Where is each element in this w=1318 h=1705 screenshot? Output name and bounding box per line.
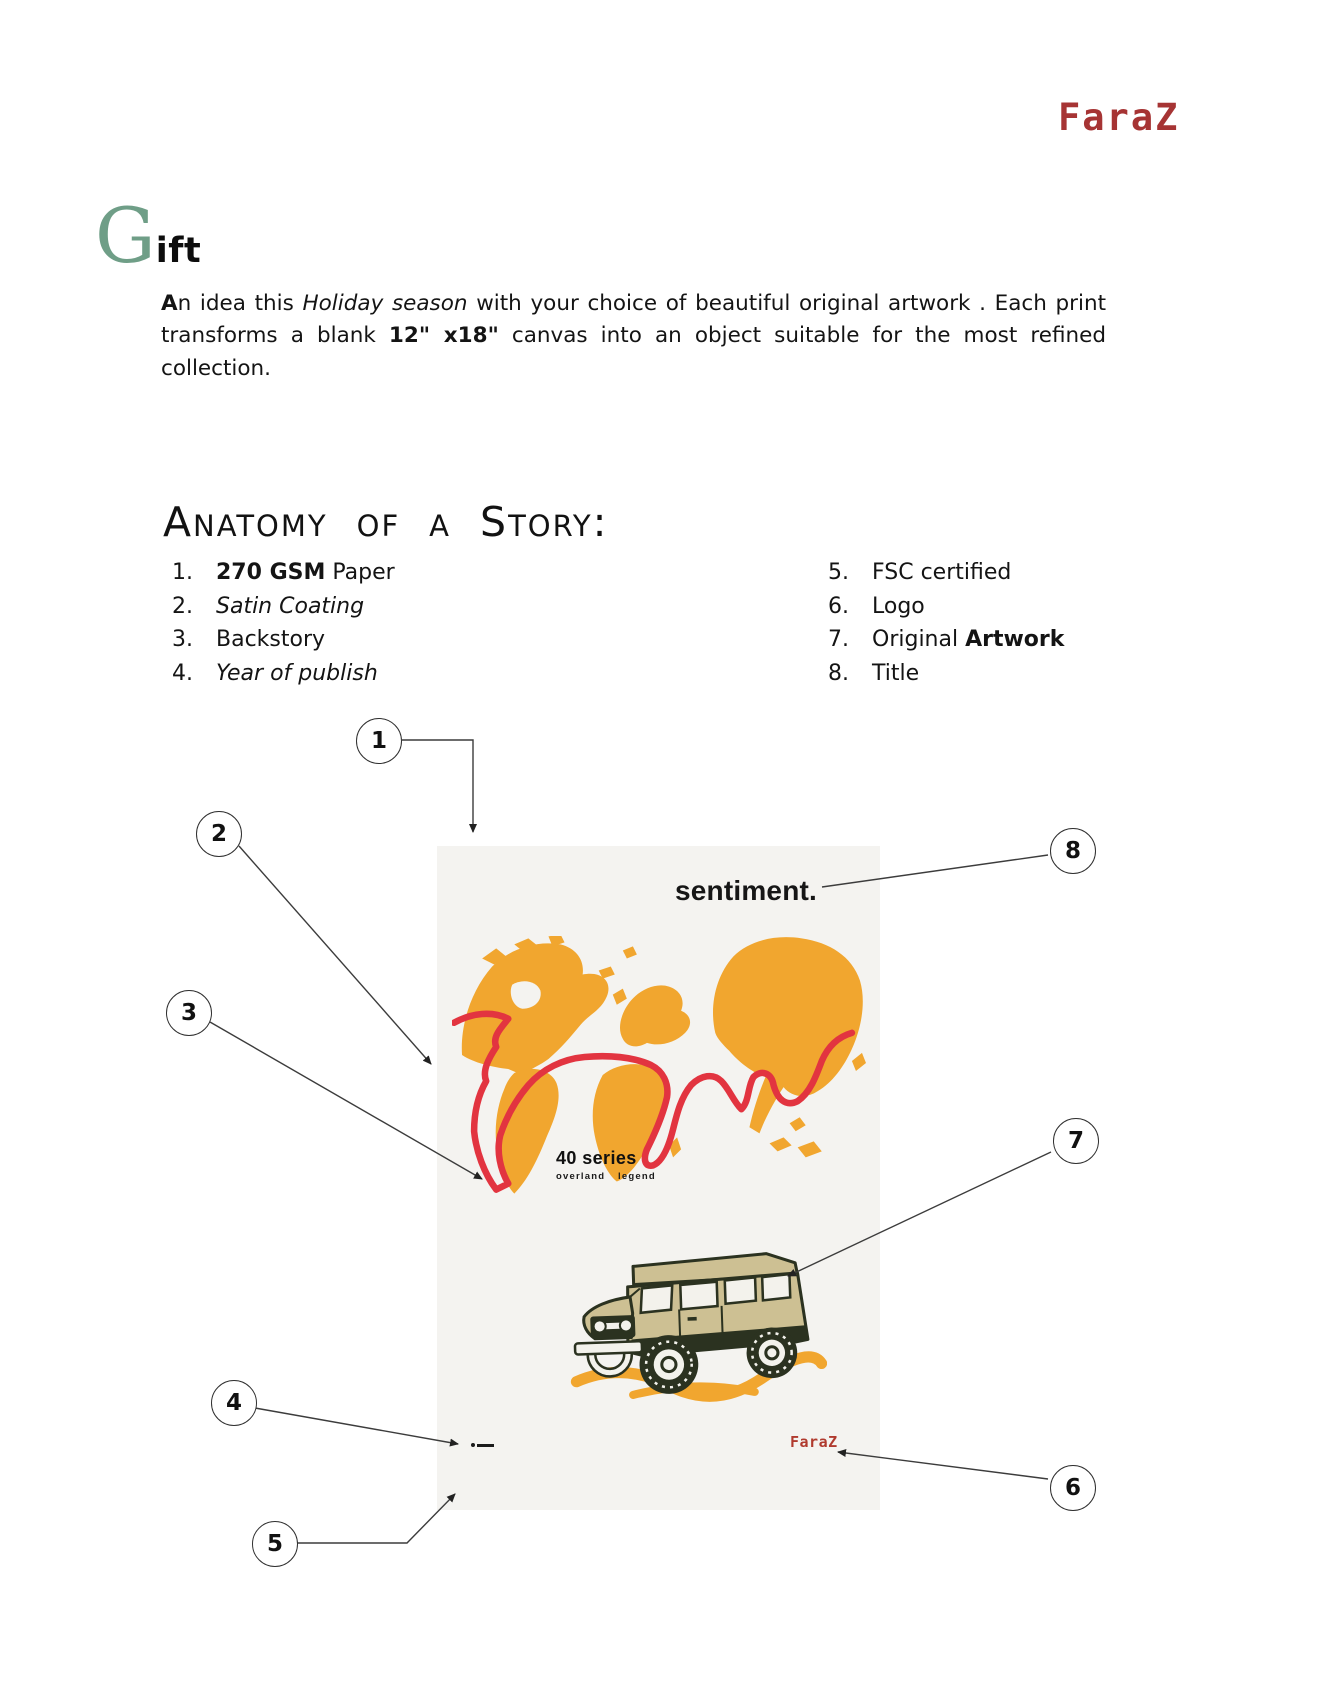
callout-2: 2 bbox=[196, 811, 242, 857]
truck-body-group bbox=[572, 1252, 810, 1397]
anatomy-list-item bbox=[828, 556, 1064, 590]
leader-line-2 bbox=[239, 846, 431, 1064]
text-segment: Paper bbox=[325, 560, 395, 585]
list-item-text bbox=[872, 657, 919, 691]
anatomy-list-item bbox=[828, 657, 1064, 691]
text-segment: n idea this bbox=[177, 290, 303, 316]
callout-7: 7 bbox=[1053, 1118, 1099, 1164]
list-item-number: 4. bbox=[172, 660, 193, 686]
anatomy-heading: Anatomy of a Story: bbox=[163, 498, 609, 546]
leader-line-5 bbox=[296, 1494, 455, 1543]
text-segment: Title bbox=[872, 660, 920, 686]
poster-brand-logo: FaraZ bbox=[790, 1433, 838, 1451]
list-item-text bbox=[872, 590, 925, 624]
text-segment: A bbox=[161, 290, 178, 316]
list-item-number: 5. bbox=[828, 560, 849, 585]
list-item-number: 7. bbox=[828, 627, 849, 652]
anatomy-list-item bbox=[172, 556, 395, 590]
callout-6: 6 bbox=[1050, 1465, 1096, 1511]
text-segment: Year of publish bbox=[216, 660, 378, 686]
text-segment: FSC certified bbox=[872, 560, 1012, 585]
list-item-text bbox=[216, 623, 325, 657]
list-item-text bbox=[216, 590, 364, 624]
world-map-graphic bbox=[452, 936, 868, 1198]
list-item-number: 8. bbox=[828, 660, 849, 686]
intro-paragraph bbox=[161, 288, 1106, 386]
list-item-number: 2. bbox=[172, 593, 193, 619]
imprint-mark bbox=[471, 1443, 494, 1447]
series-title: 40 series bbox=[556, 1148, 637, 1168]
text-segment: Artwork bbox=[965, 627, 1065, 652]
text-segment: canvas into an object suitable for the most refined collection. bbox=[161, 323, 1107, 381]
poster-title: sentiment. bbox=[674, 875, 817, 906]
list-item-text bbox=[872, 623, 1064, 657]
list-item-number: 6. bbox=[828, 593, 849, 619]
anatomy-list-item bbox=[172, 657, 395, 691]
gift-dropcap: G bbox=[95, 191, 156, 280]
callout-8: 8 bbox=[1050, 828, 1096, 874]
callout-1: 1 bbox=[356, 718, 402, 764]
anatomy-list-item bbox=[828, 623, 1064, 657]
list-item-text bbox=[872, 556, 1011, 590]
brand-logo-top: FaraZ bbox=[1058, 96, 1180, 139]
text-segment: Backstory bbox=[216, 627, 326, 652]
list-item-number: 3. bbox=[172, 627, 193, 652]
imprint-text-bar bbox=[477, 1444, 494, 1447]
callout-3: 3 bbox=[166, 990, 212, 1036]
anatomy-list-item bbox=[172, 590, 395, 624]
text-segment: Original bbox=[872, 627, 966, 652]
list-item-text bbox=[216, 657, 378, 691]
series-subtitle: overland legend bbox=[556, 1171, 656, 1182]
anatomy-list-item bbox=[172, 623, 395, 657]
callout-4: 4 bbox=[211, 1380, 257, 1426]
anatomy-list-left bbox=[172, 556, 395, 690]
text-segment: Logo bbox=[872, 593, 925, 619]
text-segment: 12" x18" bbox=[388, 323, 499, 348]
anatomy-list-right bbox=[828, 556, 1064, 690]
list-item-text bbox=[216, 556, 395, 590]
callout-5: 5 bbox=[252, 1521, 298, 1567]
leader-line-4 bbox=[255, 1408, 458, 1444]
leader-line-1 bbox=[402, 740, 473, 832]
text-segment: Holiday season bbox=[302, 290, 468, 316]
poster-mockup bbox=[437, 846, 880, 1510]
imprint-dot bbox=[471, 1443, 475, 1447]
text-segment: Satin Coating bbox=[216, 593, 365, 619]
list-item-number: 1. bbox=[172, 560, 193, 585]
series-caption bbox=[556, 1148, 656, 1182]
anatomy-list-item bbox=[828, 590, 1064, 624]
text-segment: with your choice of beautiful original artwork . Each print transforms a blank bbox=[161, 290, 1107, 348]
gift-heading-rest: ift bbox=[155, 231, 202, 271]
text-segment: 270 GSM bbox=[216, 560, 326, 585]
gift-heading bbox=[95, 191, 202, 280]
truck-illustration bbox=[569, 1250, 827, 1404]
